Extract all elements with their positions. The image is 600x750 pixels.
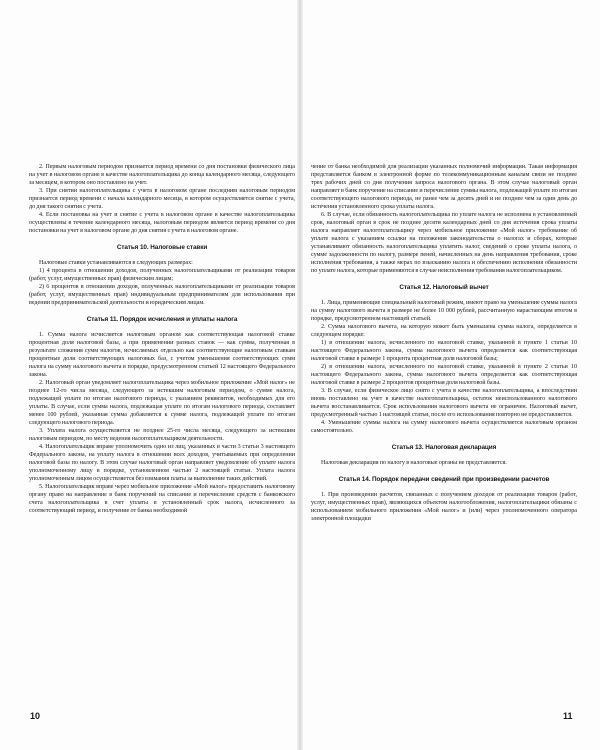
- paragraph: чение от банка необходимой для реализации указанных полномочий информации. Такая информация представляется банком в электронной форме по телекоммуникационным каналам связи не позднее трех рабочих дней со дня получения запроса налогового органа. В этом случае налоговый орган направляет в банк поручение на списание и перечисление суммы налога, подлежащей уплате по итогам соответствующего налогового периода, не ранее чем за десять дней и не позднее чем за один день до истечения установленного срока уплаты налога.: [311, 164, 577, 210]
- paragraph: 1. При произведении расчетов, связанных с получением доходов от реализации товаров (работ, услуг, имущественных прав), являющихся объектом налогообложения, налогоплательщики обязаны с использованием мобильного приложения «Мой налог» и (или) через уполномоченного оператора электронной площадки: [311, 492, 577, 522]
- paragraph: 6. В случае, если обязанность налогоплательщика по уплате налога не исполнена в установленный срок, налоговый орган в срок не позднее десяти календарных дней со дня истечения срока уплаты налога направляет налогоплательщику через мобильное приложение «Мой налог» требование об уплате налога с указанием ссылки на положения законодательства о налогах и сборах, которые устанавливают обязанность налогоплательщика уплатить налог, сведений о сроке уплаты налога, о сумме задолженности по налогу, размере пеней, начисленных на день направления требования, сроке исполнения требования, а также мерах по взысканию налога и обеспечению исполнения обязанности по уплате налога, которые применяются в случае неисполнения требования налогоплательщиком.: [311, 212, 577, 274]
- paragraph: 1) в отношении налога, исчисленного по налоговой ставке, указанной в пункте 1 статьи 10 настоящего Федерального закона, сумма налогового вычета определяется как соответствующая налоговой ставке в размере 1 процента процентная доля налоговой базы;: [311, 340, 577, 362]
- paragraph: 4. Если постановка на учет и снятие с учета в налоговом органе в качестве налогоплательщика осуществлены в течение календарного месяца, налоговым периодом является период времени со дня постановки на учет в налоговом органе до дня снятия с учета в налоговом органе.: [29, 212, 295, 234]
- paragraph: 1. Сумма налога исчисляется налоговым органом как соответствующая налоговой ставке процентная доля налоговой базы, а при применении разных ставок — как сумма, полученная в результате сложения сумм налогов, исчисляемых отдельно как соответствующие налоговым ставкам процентные доли соответствующих налоговых баз, с учетом уменьшения соответствующих сумм налога на сумму налогового вычета в порядке, предусмотренном статьей 12 настоящего Федерального закона.: [29, 332, 295, 378]
- paragraph: 3. Уплата налога осуществляется не позднее 25-го числа месяца, следующего за истекшим налоговым периодом, по месту ведения налогоплательщиком деятельности.: [29, 428, 295, 442]
- paragraph: 2. Сумма налогового вычета, на которую может быть уменьшена сумма налога, определяется в следующем порядке:: [311, 324, 577, 338]
- paragraph: 2) в отношении налога, исчисленного по налоговой ставке, указанной в пункте 2 статьи 10 настоящего Федерального закона, сумма налогового вычета определяется как соответствующая налоговой ставке в размере 2 процентов процентная доля налоговой базы.: [311, 364, 577, 386]
- paragraph: 1. Лица, применяющие специальный налоговый режим, имеют право на уменьшение суммы налога на сумму налогового вычета в размере не более 10 000 рублей, рассчитанную нарастающим итогом в порядке, предусмотренном настоящей статьей.: [311, 300, 577, 322]
- page-number-left: 10: [30, 711, 41, 721]
- paragraph: 2. Первым налоговым периодом признается период времени со дня постановки физического лица на учет в налоговом органе в качестве налогоплательщика до конца календарного месяца, следующего за месяцем, в котором оно поставлено на учет.: [29, 164, 295, 186]
- paragraph: 4. Налогоплательщик вправе уполномочить одно из лиц, указанных в части 3 статьи 3 настоящего Федерального закона, на уплату налога в отношении всех доходов, учитываемых при определении налоговой базы по налогу. В этом случае налоговый орган направляет уведомление об уплате налога уполномоченному лицу в порядке, установленном частью 2 настоящей статьи. Уплата налога уполномоченным лицом осуществляется без взимания платы за выполнение таких действий.: [29, 444, 295, 482]
- article-heading: Статья 11. Порядок исчисления и уплаты налога: [86, 316, 238, 323]
- paragraph: 3. В случае, если физическое лицо снято с учета в качестве налогоплательщика, а впоследствии вновь поставлено на учет в качестве налогоплательщика, остаток неиспользованного налогового вычета восстанавливается. Срок использования налогового вычета не ограничен. Налоговый вычет, предусмотренный частью 1 настоящей статьи, после его использования повторно не предоставляется.: [311, 388, 577, 418]
- page-number-right: 11: [563, 711, 573, 721]
- paragraph: 1) 4 процента в отношении доходов, полученных налогоплательщиками от реализации товаров (работ, услуг, имущественных прав) физическим лицам;: [29, 268, 295, 282]
- book-gutter: [297, 0, 303, 750]
- paragraph: 4. Уменьшение суммы налога на сумму налогового вычета осуществляется налоговым органом самостоятельно.: [311, 420, 577, 434]
- article-heading: Статья 13. Налоговая декларация: [391, 444, 497, 451]
- paragraph: Налоговые ставки устанавливаются в следующих размерах:: [39, 260, 193, 266]
- left-page: [29, 163, 295, 515]
- paragraph: 3. При снятии налогоплательщика с учета в налоговом органе последним налоговым периодом признается период времени с начала календарного месяца, в котором осуществляется снятие с учета, до дня такого снятия с учета.: [29, 188, 295, 210]
- paragraph: 5. Налогоплательщик вправе через мобильное приложение «Мой налог» предоставить налоговому органу право на направление в банк поручений на списание и перечисление средств с банковского счета налогоплательщика в счет уплаты в установленный срок налога, исчисленного за соответствующий период, и получение от банка необходимой: [29, 484, 295, 514]
- article-heading: Статья 12. Налоговый вычет: [399, 284, 489, 291]
- right-page: [311, 163, 577, 523]
- article-heading: Статья 14. Порядок передачи сведений при произведении расчетов: [338, 476, 550, 483]
- paragraph: Налоговая декларация по налогу в налоговые органы не представляется.: [321, 460, 507, 466]
- paragraph: 2) 6 процентов в отношении доходов, полученных налогоплательщиками от реализации товаров (работ, услуг, имущественных прав) индивидуальным предпринимателям для использования при ведении предпринимательской деятельности и юридическим лицам.: [29, 284, 295, 306]
- article-heading: Статья 10. Налоговые ставки: [116, 244, 208, 251]
- paragraph: 2. Налоговый орган уведомляет налогоплательщика через мобильное приложение «Мой налог» не позднее 12-го числа месяца, следующего за истекшим налоговым периодом, о сумме налога, подлежащей уплате по итогам налогового периода, с указанием реквизитов, необходимых для его уплаты. В случае, если сумма налога, подлежащая уплате по итогам налогового периода, составляет менее 100 рублей, указанная сумма добавляется к сумме налога, подлежащей уплате по итогам следующего налогового периода.: [29, 380, 295, 426]
